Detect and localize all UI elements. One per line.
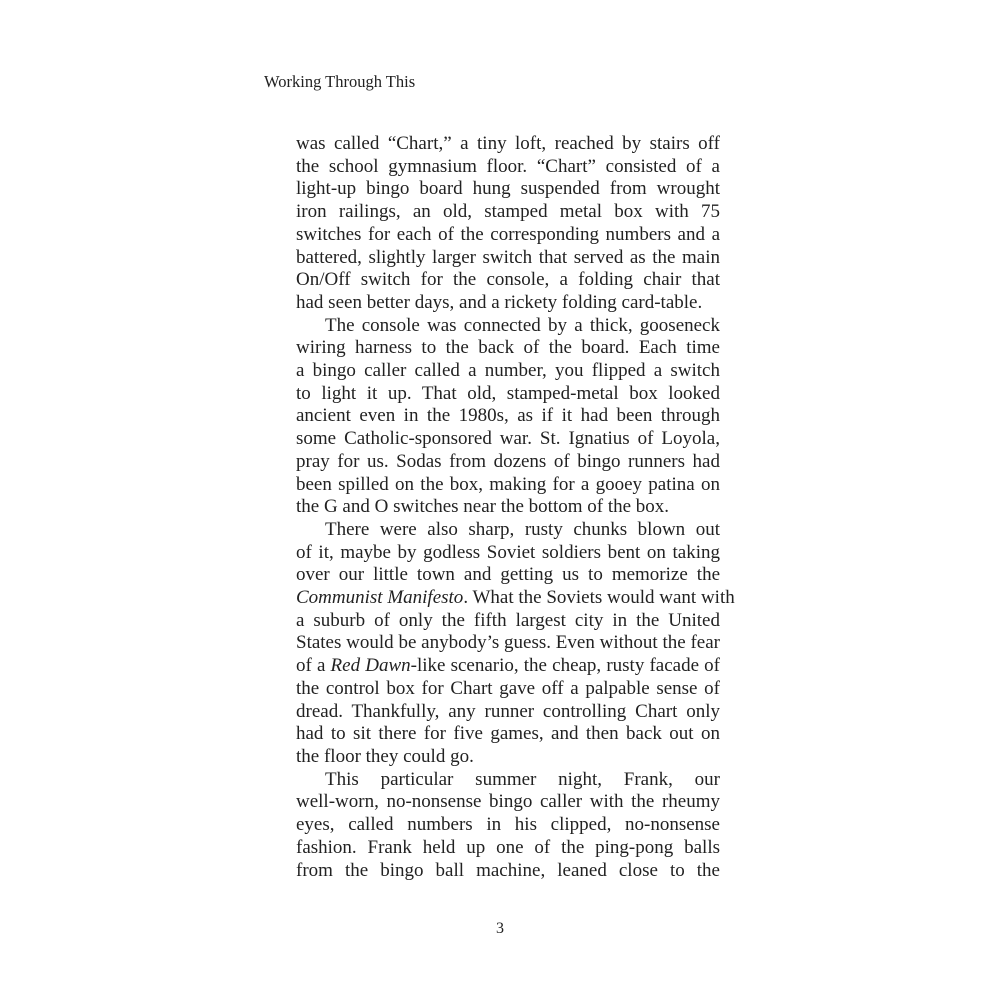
text-line: eyes, called numbers in his clipped, no-nonsense [296, 814, 720, 836]
running-header-title: Working Through This [264, 72, 416, 91]
text-line: the school gymnasium floor. “Chart” consisted of a [296, 155, 720, 177]
text-line: This particular summer night, Frank, our [325, 768, 720, 790]
text-line: the control box for Chart gave off a palpable sense of [296, 677, 720, 699]
text-line: ancient even in the 1980s, as if it had been through [296, 405, 720, 427]
text-line: of it, maybe by godless Soviet soldiers bent on taking [296, 541, 720, 563]
text-line: dread. Thankfully, any runner controlling Chart only [296, 700, 720, 722]
text-line: On/Off switch for the console, a folding chair that [296, 269, 720, 291]
text-line: pray for us. Sodas from dozens of bingo runners had [296, 450, 720, 472]
text-line: fashion. Frank held up one of the ping-pong balls [296, 836, 720, 858]
body-text [296, 133, 735, 882]
text-line: was called “Chart,” a tiny loft, reached by stairs off [296, 133, 720, 154]
text-line: Communist Manifesto. What the Soviets would want with [296, 587, 735, 609]
text-line: from the bingo ball machine, leaned close to the [296, 859, 720, 881]
text-line: There were also sharp, rusty chunks blown out [325, 518, 720, 540]
page-number: 3 [496, 920, 504, 937]
paragraph-4 [296, 769, 720, 883]
text-line: over our little town and getting us to memorize the [296, 564, 720, 586]
text-line: the floor they could go. [296, 745, 474, 767]
paragraph-1 [296, 133, 720, 315]
text-line: a bingo caller called a number, you flipped a switch [296, 360, 720, 382]
italic-title: Communist Manifesto [296, 587, 464, 609]
text-line: light-up bingo board hung suspended from wrought [296, 178, 720, 200]
text-line: had seen better days, and a rickety folding card-table. [296, 291, 703, 313]
text-line: some Catholic-sponsored war. St. Ignatius of Loyola, [296, 428, 720, 450]
text-line: a suburb of only the fifth largest city in the United [296, 609, 720, 631]
paragraph-2 [296, 315, 720, 519]
text-line: battered, slightly larger switch that served as the main [296, 246, 720, 268]
text-line: The console was connected by a thick, gooseneck [325, 314, 720, 336]
text-line: switches for each of the corresponding numbers and a [296, 223, 720, 245]
paragraph-3 [296, 518, 735, 769]
text-line: wiring harness to the back of the board. Each time [296, 337, 720, 359]
text-line: to light it up. That old, stamped-metal box looked [296, 382, 720, 404]
text-line: iron railings, an old, stamped metal box with 75 [296, 201, 720, 223]
text-line: States would be anybody’s guess. Even without the fear [296, 632, 720, 654]
text-line: the G and O switches near the bottom of the box. [296, 496, 670, 518]
text-line: well-worn, no-nonsense bingo caller with the rheumy [296, 791, 720, 813]
text-line: been spilled on the box, making for a gooey patina on [296, 473, 720, 495]
italic-title: Red Dawn [330, 655, 411, 677]
text-line: of a Red Dawn-like scenario, the cheap, rusty facade of [296, 655, 720, 677]
text-line: had to sit there for five games, and then back out on [296, 723, 720, 745]
